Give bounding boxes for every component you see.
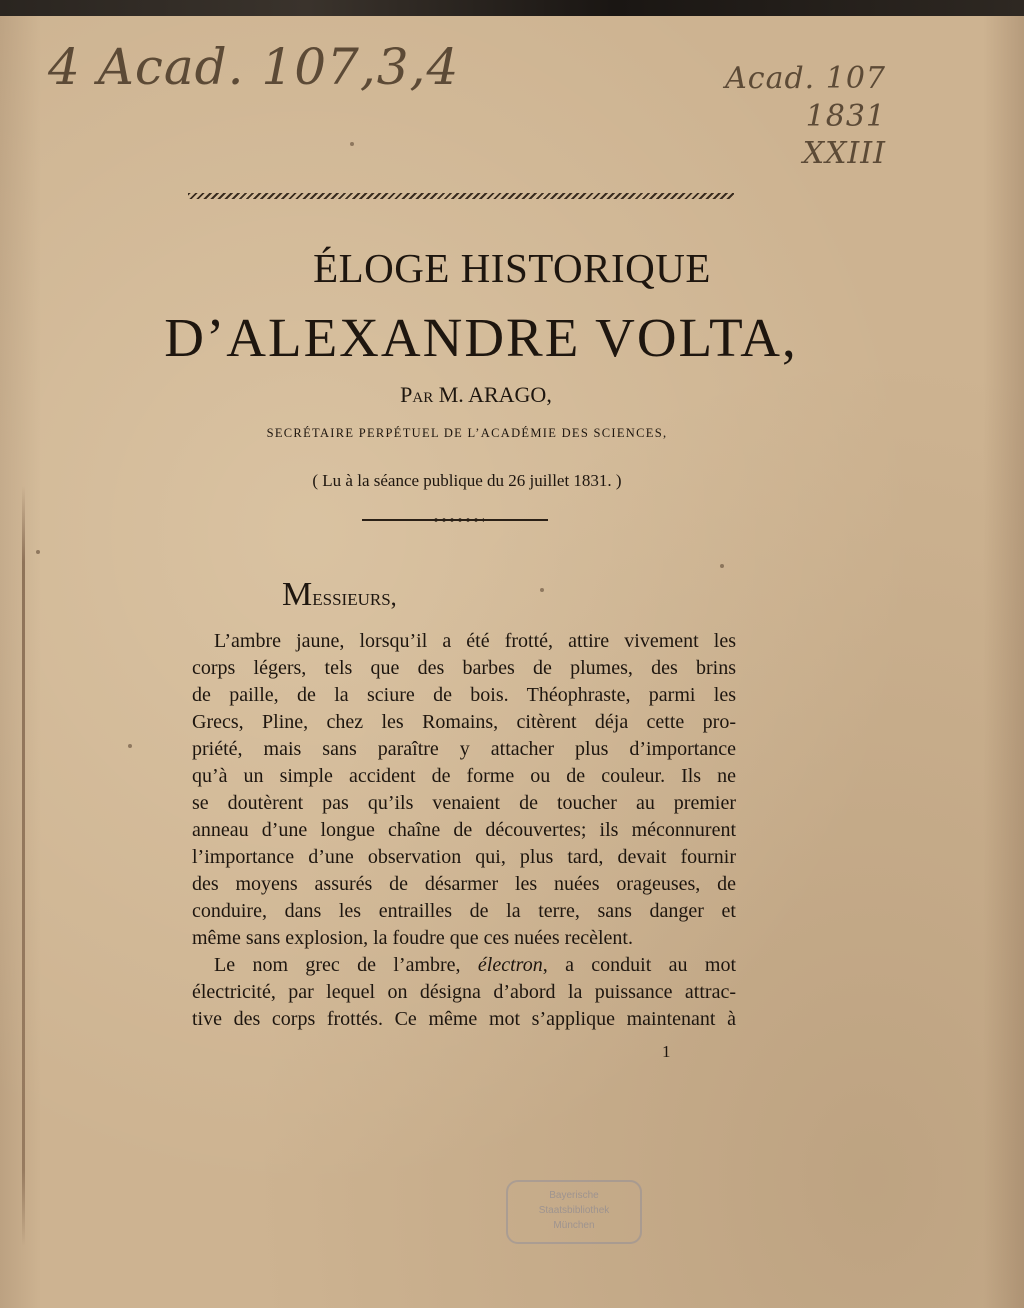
body-line: priété, mais sans paraître y attacher plus d’importance	[192, 738, 736, 760]
body-line: qu’à un simple accident de forme ou de couleur. Ils ne	[192, 765, 736, 787]
body-line: même sans explosion, la foudre que ces nuées recèlent.	[192, 927, 633, 949]
body-line: corps légers, tels que des barbes de plumes, des brins	[192, 657, 736, 679]
handwritten-shelfmark: 4 Acad. 107,3,4	[48, 38, 460, 96]
body-line: tive des corps frottés. Ce même mot s’applique maintenant à	[192, 1008, 736, 1030]
paper-speck	[350, 142, 354, 146]
author-line: Par M. ARAGO,	[400, 382, 552, 407]
stamp-line: Bayerische	[549, 1190, 599, 1201]
stamp-line: Staatsbibliothek	[538, 1205, 610, 1216]
body-line: se doutèrent pas qu’ils venaient de toucher au premier	[192, 792, 736, 814]
library-stamp	[506, 1180, 642, 1244]
handwritten-note-line: Acad. 107	[725, 61, 886, 96]
body-line: conduire, dans les entrailles de la terre, sans danger et	[192, 900, 736, 922]
body-line: des moyens assurés de désarmer les nuées orageuses, de	[192, 873, 736, 895]
handwritten-note-line: XXIII	[802, 136, 886, 171]
salutation: Messieurs,	[282, 576, 397, 613]
binding-shadow	[22, 486, 25, 1246]
body-text	[192, 628, 736, 1033]
scan-top-edge	[0, 0, 1024, 16]
handwritten-notes	[725, 60, 886, 173]
author-role: SECRÉTAIRE PERPÉTUEL DE L’ACADÉMIE DES SCIENCES,	[266, 426, 668, 440]
page-number: 1	[662, 1042, 671, 1061]
body-line: électricité, par lequel on désigna d’abord la puissance attrac-	[192, 981, 736, 1003]
paper-speck	[720, 564, 724, 568]
body-line: anneau d’une longue chaîne de découvertes; ils méconnurent	[192, 819, 736, 841]
body-line: de paille, de la sciure de bois. Théophraste, parmi les	[192, 684, 736, 706]
handwritten-note-line: 1831	[805, 98, 886, 134]
decorative-border-rule	[188, 193, 734, 199]
body-line: Grecs, Pline, chez les Romains, citèrent déja cette pro-	[192, 711, 736, 733]
title-line-1: ÉLOGE HISTORIQUE	[313, 245, 711, 291]
ornamental-divider-dots	[432, 516, 484, 524]
body-line: Le nom grec de l’ambre, électron, a conduit au mot	[214, 954, 736, 976]
paper-speck	[36, 550, 40, 554]
reading-note: ( Lu à la séance publique du 26 juillet 1831. )	[312, 471, 622, 490]
body-line: L’ambre jaune, lorsqu’il a été frotté, attire vivement les	[214, 630, 736, 652]
paper-speck	[128, 744, 132, 748]
document-page	[0, 16, 1024, 1308]
body-line: l’importance d’une observation qui, plus tard, devait fournir	[192, 846, 736, 868]
paper-speck	[540, 588, 544, 592]
title-line-2: D’ALEXANDRE VOLTA,	[164, 307, 798, 368]
stamp-line: München	[553, 1220, 595, 1231]
